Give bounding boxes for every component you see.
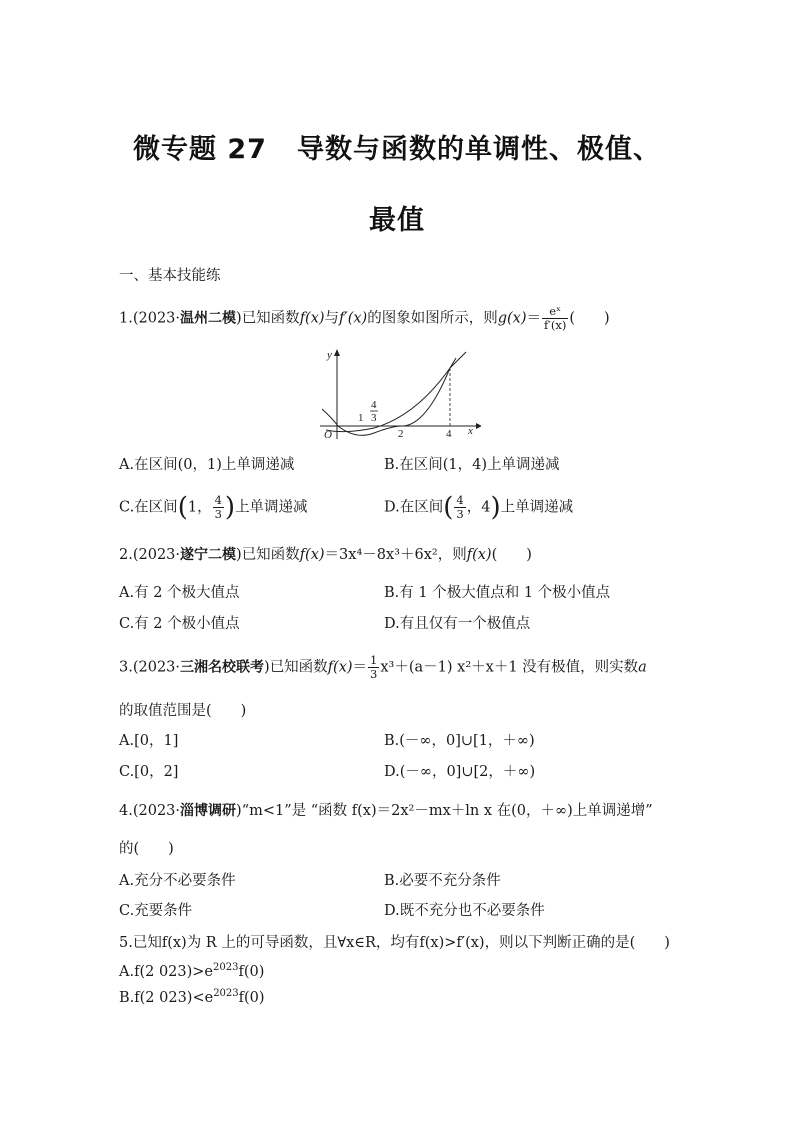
y-axis-arrow <box>334 349 340 356</box>
q3-option-c: C.[0，2] <box>119 764 179 780</box>
q5-option-b <box>119 987 265 1009</box>
q3-option-d: D.(－∞，0]∪[2，＋∞) <box>384 764 536 780</box>
section-heading: 一、基本技能练 <box>119 268 221 284</box>
math-gx: g(x) <box>497 310 527 327</box>
page-title <box>0 127 794 166</box>
question-source: 三湘名校联考 <box>180 659 265 676</box>
fraction-numerator: 4 <box>214 493 222 507</box>
stem-text: 已知函数 <box>269 659 328 676</box>
question-4-stem-line2: 的( ) <box>119 841 174 857</box>
tick-label-1: 1 <box>358 412 364 424</box>
option-text: 上单调递减 <box>500 499 574 516</box>
math-expression: x³＋(a－1) x²＋x＋1 没有极值，则实数 <box>380 659 639 676</box>
page-title-line2: 最值 <box>369 205 425 236</box>
q3-option-b: B.(－∞，0]∪[1，＋∞) <box>384 733 535 749</box>
exponent: 2023 <box>213 962 239 974</box>
option-text: C.在区间 <box>119 499 178 516</box>
question-1-stem <box>119 305 610 332</box>
source-close: ) <box>264 659 270 676</box>
q1-option-b: B.在区间(1，4)上单调递减 <box>384 457 560 473</box>
title-number: 微专题 27 <box>133 134 267 165</box>
q2-option-d: D.有且仅有一个极值点 <box>384 616 531 632</box>
function-graph <box>316 346 481 441</box>
equals-sign: ＝ <box>352 659 368 676</box>
q3-option-a: A.[0，1] <box>119 733 179 749</box>
fraction-denominator: f′(x) <box>543 318 567 332</box>
question-4-stem <box>119 800 653 822</box>
option-text: D.在区间 <box>384 499 444 516</box>
curve-f-prime <box>326 352 466 432</box>
stem-text: 已知函数 <box>241 547 300 563</box>
fraction-numerator: 4 <box>456 493 464 507</box>
source-open: (2023· <box>132 547 181 563</box>
option-text: ，4 <box>466 499 491 516</box>
option-text: f(0) <box>238 990 265 1006</box>
math-fx: f(x) <box>466 547 492 563</box>
tick-label-4: 4 <box>446 428 452 440</box>
fraction-numerator: eˣ <box>542 305 568 319</box>
q4-option-d: D.既不充分也不必要条件 <box>384 903 545 919</box>
q2-option-a: A.有 2 个极大值点 <box>119 585 240 601</box>
math-fpx: f′(x) <box>339 310 368 327</box>
question-number: 3. <box>119 659 133 676</box>
question-source: 遂宁二模 <box>180 547 237 563</box>
option-text: B.f(2 023)<e <box>119 990 214 1006</box>
fraction <box>213 494 224 521</box>
q4-option-c: C.充要条件 <box>119 903 193 919</box>
option-text: 1， <box>187 499 212 516</box>
math-fx: f(x) <box>299 310 325 327</box>
q1-option-c: C.在区间(1， $\frac{4}{3}$ )上单调递减 <box>119 492 308 523</box>
question-3-stem <box>119 654 647 681</box>
math-a: a <box>638 659 647 676</box>
curve-f <box>322 358 456 435</box>
fraction <box>368 654 379 681</box>
question-source: 淄博调研 <box>180 803 237 819</box>
source-close: ) <box>236 547 242 563</box>
question-number: 4. <box>119 803 133 819</box>
fraction-denominator: 3 <box>370 667 378 681</box>
x-axis-label: x <box>468 425 473 437</box>
title-topic: 导数与函数的单调性、极值、 <box>296 134 661 165</box>
fraction <box>454 494 465 521</box>
question-2-stem <box>119 544 532 566</box>
equals-sign: ＝ <box>526 310 541 327</box>
source-close: ) <box>236 803 242 819</box>
question-source: 温州二模 <box>180 310 237 327</box>
q2-option-b: B.有 1 个极大值点和 1 个极小值点 <box>384 585 611 601</box>
source-open: (2023· <box>132 659 181 676</box>
math-fx: f(x) <box>327 659 353 676</box>
answer-blank: ( ) <box>491 547 532 563</box>
source-close: ) <box>236 310 242 327</box>
exponent: 2023 <box>213 988 239 1000</box>
q4-option-a: A.充分不必要条件 <box>119 873 236 889</box>
q2-option-c: C.有 2 个极小值点 <box>119 616 240 632</box>
question-number: 1. <box>119 310 133 327</box>
y-axis-label: y <box>327 349 332 361</box>
option-text: 上单调递减 <box>235 499 308 516</box>
tick-label-4-3-den: 3 <box>371 412 377 424</box>
stem-text: “m<1”是 “函数 f(x)＝2x²－mx＋ln x 在(0，＋∞)上单调递增” <box>241 803 653 819</box>
math-fx: f(x) <box>299 547 325 563</box>
fraction <box>542 305 568 332</box>
option-text: f(0) <box>238 964 265 980</box>
origin-label: O <box>324 429 332 441</box>
fraction-denominator: 3 <box>214 507 222 521</box>
tick-label-4-3-num: 4 <box>371 399 377 411</box>
math-expression: ＝3x⁴－8x³＋6x²，则 <box>324 547 467 563</box>
fraction-denominator: 3 <box>456 507 464 521</box>
q4-option-b: B.必要不充分条件 <box>384 873 501 889</box>
question-3-stem-line2: 的取值范围是( ) <box>119 703 247 719</box>
source-open: (2023· <box>132 310 181 327</box>
fraction-numerator: 1 <box>370 653 378 667</box>
option-text: A.f(2 023)>e <box>119 964 214 980</box>
tick-label-2: 2 <box>398 428 404 440</box>
source-open: (2023· <box>132 803 181 819</box>
q5-option-a <box>119 961 264 983</box>
question-number: 2. <box>119 547 133 563</box>
x-axis-arrow <box>476 423 481 429</box>
answer-blank: ( ) <box>569 310 610 327</box>
q1-option-d: D.在区间( $\frac{4}{3}$ ，4)上单调递减 <box>384 492 574 523</box>
stem-text: 与 <box>324 310 340 327</box>
question-5-stem: 5.已知f(x)为 R 上的可导函数，且∀x∈R，均有f(x)>f′(x)，则以下判断正确的是( ) <box>119 935 670 951</box>
stem-text: 的图象如图所示，则 <box>367 310 498 327</box>
stem-text: 已知函数 <box>241 310 300 327</box>
q1-option-a: A.在区间(0，1)上单调递减 <box>119 457 295 473</box>
